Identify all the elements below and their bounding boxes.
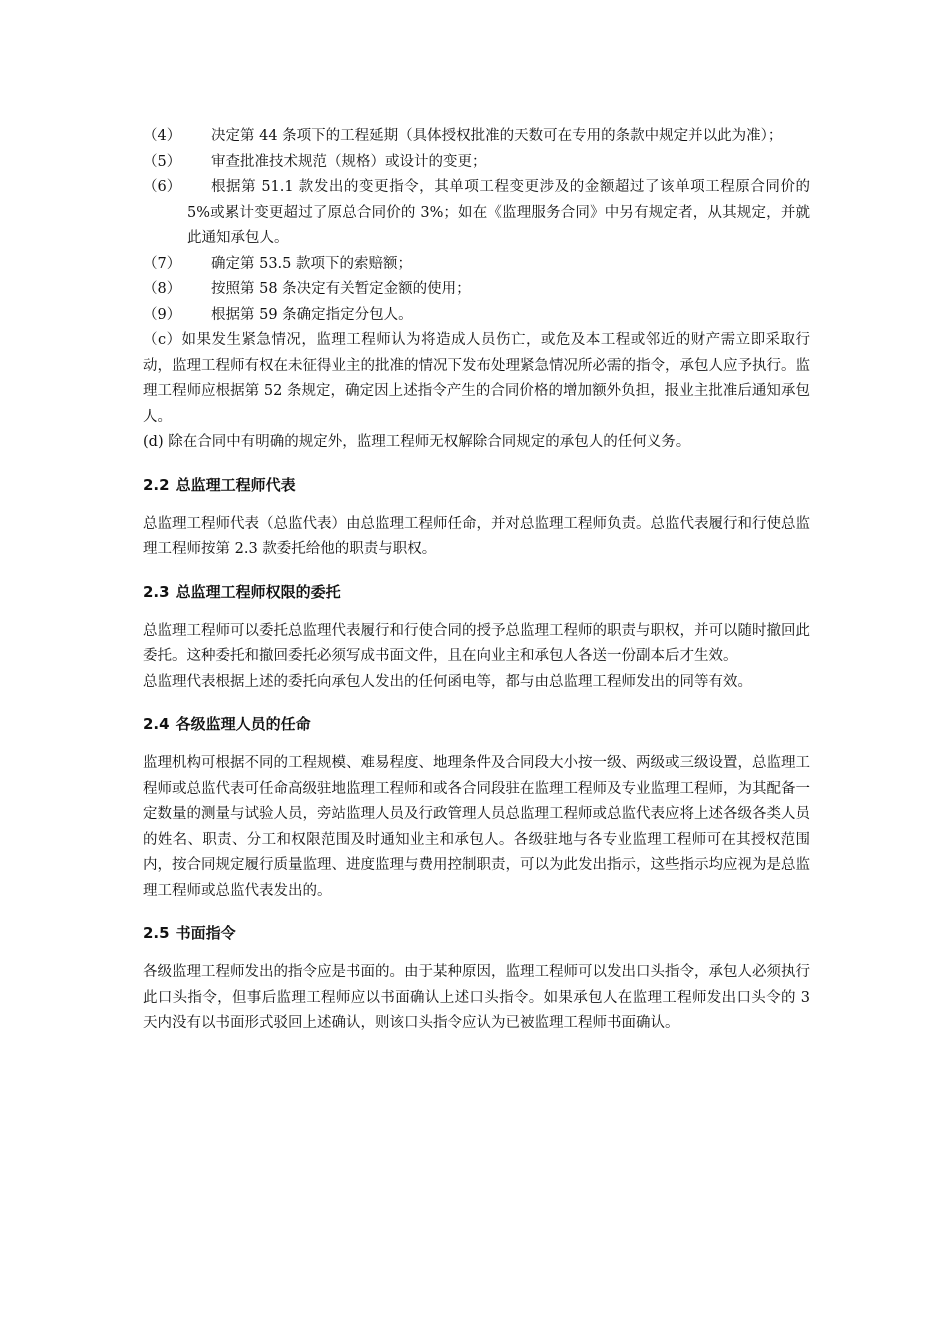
section-paragraph: 总监理代表根据上述的委托向承包人发出的任何函电等，都与由总监理工程师发出的同等有效。 [143,673,752,690]
section-number: 2.2 [143,475,170,494]
list-item [143,303,810,329]
item-text: 审查批准技术规范（规格）或设计的变更； [211,153,487,170]
item-text: 确定第 53.5 款项下的索赔额； [211,255,413,272]
item-number: （7） [143,255,182,272]
item-text: 决定第 44 条项下的工程延期（具体授权批准的天数可在专用的条款中规定并以此为准）； [211,128,783,144]
section-paragraph: 各级监理工程师发出的指令应是书面的。由于某种原因，监理工程师可以发出口头指令，承包人必须执行此口头指令，但事后监理工程师应以书面确认上述口头指令。如果承包人在监理工程师发出口头令的 3 天内没有以书面形式驳回上述确认，则该口头指令应认为已被监理工程师书面确认。 [143,964,810,1031]
list-item [143,252,810,278]
list-item [143,150,810,176]
section-title: 总监理工程师代表 [175,475,296,494]
section-heading-2-2 [143,472,810,498]
item-text: 根据第 51.1 款发出的变更指令，其单项工程变更涉及的金额超过了该单项工程原合同价的 5%或累计变更超过了原总合同价的 3%；如在《监理服务合同》中另有规定者，从其规定，并就此通知承包人。 [187,179,811,246]
section-heading-2-3 [143,579,810,605]
paragraph-c: （c）如果发生紧急情况，监理工程师认为将造成人员伤亡，或危及本工程或邻近的财产需立即采取行动，监理工程师有权在未征得业主的批准的情况下发布处理紧急情况所必需的指令，承包人应予执行。监理工程师应根据第 52 条规定，确定因上述指令产生的合同价格的增加额外负担，报业主批准后通知承包人。 [143,332,810,425]
item-number: （8） [143,281,182,297]
item-text: 按照第 58 条决定有关暂定金额的使用； [211,281,471,297]
section-paragraph: 总监理工程师可以委托总监理代表履行和行使合同的授予总监理工程师的职责与职权，并可以随时撤回此委托。这种委托和撤回委托必须写成书面文件，且在向业主和承包人各送一份副本后才生效。 [143,622,810,664]
section-title: 各级监理人员的任命 [175,715,311,733]
section-number: 2.3 [143,582,170,601]
item-number: （4） [143,128,182,144]
paragraph-d: (d) 除在合同中有明确的规定外，监理工程师无权解除合同规定的承包人的任何义务。 [143,434,691,450]
list-item [143,175,810,252]
section-number: 2.4 [143,715,170,733]
section-title: 书面指令 [175,924,236,942]
section-paragraph: 总监理工程师代表（总监代表）由总监理工程师任命，并对总监理工程师负责。总监代表履行和行使总监理工程师按第 2.3 款委托给他的职责与职权。 [143,515,810,557]
document-page [143,124,810,1037]
section-number: 2.5 [143,924,170,942]
list-item [143,277,810,303]
item-number: （6） [143,179,182,195]
section-paragraph: 监理机构可根据不同的工程规模、难易程度、地理条件及合同段大小按一级、两级或三级设置，总监理工程师或总监代表可任命高级驻地监理工程师和或各合同段驻在监理工程师及专业监理工程师，为其配备一定数量的测量与试验人员，旁站监理人员及行政管理人员总监理工程师或总监代表应将上述各级各类人员的姓名、职责、分工和权限范围及时通知业主和承包人。各级驻地与各专业监理工程师可在其授权范围内，按合同规定履行质量监理、进度监理与费用控制职责，可以为此发出指示，这些指示均应视为是总监理工程师或总监代表发出的。 [143,755,810,899]
section-heading-2-4 [143,711,810,737]
section-heading-2-5 [143,920,810,946]
list-item [143,124,810,150]
section-title: 总监理工程师权限的委托 [175,582,341,601]
item-number: （9） [143,306,182,323]
item-number: （5） [143,153,182,170]
item-text: 根据第 59 条确定指定分包人。 [211,306,413,323]
